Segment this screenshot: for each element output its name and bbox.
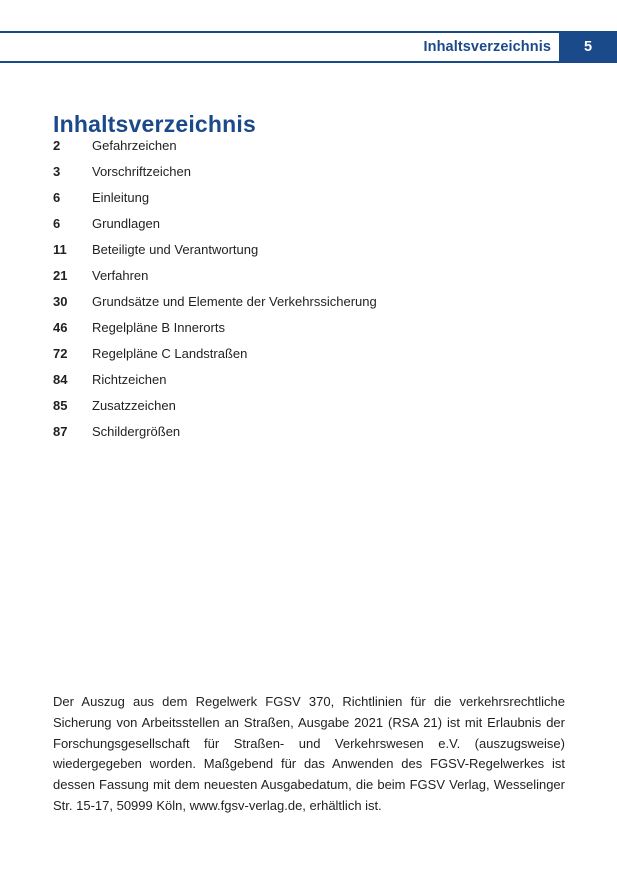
toc-entry-page: 72	[53, 346, 68, 361]
toc-entry[interactable]	[53, 294, 568, 320]
header-section-title: Inhaltsverzeichnis	[423, 39, 551, 55]
running-header	[0, 31, 617, 63]
toc-entry[interactable]	[53, 268, 568, 294]
toc-entry[interactable]	[53, 190, 568, 216]
toc-entry[interactable]	[53, 320, 568, 346]
toc-entry[interactable]	[53, 372, 568, 398]
toc-entry-label: Grundlagen	[92, 216, 160, 231]
toc-entry-page: 2	[53, 138, 61, 153]
toc-entry[interactable]	[53, 242, 568, 268]
toc-entry-page: 21	[53, 268, 68, 283]
toc-entry[interactable]	[53, 398, 568, 424]
toc-entry-label: Regelpläne B Innerorts	[92, 320, 225, 335]
header-bottom-rule	[0, 61, 617, 63]
toc-entry-page: 11	[53, 242, 67, 257]
toc-entry-page: 84	[53, 372, 68, 387]
header-page-number-box	[559, 31, 617, 63]
table-of-contents	[53, 138, 568, 450]
toc-entry-label: Richtzeichen	[92, 372, 167, 387]
source-notice-paragraph: Der Auszug aus dem Regelwerk FGSV 370, Richtlinien für die verkehrsrechtliche Sicherung von Arbeitsstellen an Straßen, Ausgabe 2021 (RSA 21) ist mit Erlaubnis der Forschungsgesellschaft für Straßen- und Verkehrswesen e.V. (auszugsweise) wiedergegeben worden. Maßgebend für das Anwenden des FGSV-Regelwerkes ist dessen Fassung mit dem neuesten Ausgabedatum, die beim FGSV Verlag, Wesselinger Str. 15-17, 50999 Köln, www.fgsv-verlag.de, erhältlich ist.	[53, 694, 565, 813]
toc-entry-page: 30	[53, 294, 68, 309]
toc-entry-label: Gefahrzeichen	[92, 138, 177, 153]
toc-entry-label: Verfahren	[92, 268, 149, 283]
toc-entry-label: Einleitung	[92, 190, 150, 205]
toc-entry[interactable]	[53, 424, 568, 450]
toc-entry-page: 6	[53, 216, 61, 231]
toc-entry[interactable]	[53, 216, 568, 242]
toc-entry-page: 6	[53, 190, 61, 205]
page-title: Inhaltsverzeichnis	[53, 111, 257, 138]
toc-entry-label: Vorschriftzeichen	[92, 164, 191, 179]
toc-entry-label: Schildergrößen	[92, 424, 181, 439]
toc-entry-page: 85	[53, 398, 68, 413]
toc-entry-page: 3	[53, 164, 61, 179]
toc-entry-label: Beteiligte und Verantwortung	[92, 242, 259, 257]
toc-entry[interactable]	[53, 164, 568, 190]
toc-entry[interactable]	[53, 138, 568, 164]
toc-entry-page: 46	[53, 320, 68, 335]
toc-entry[interactable]	[53, 346, 568, 372]
toc-entry-page: 87	[53, 424, 68, 439]
toc-entry-label: Grundsätze und Elemente der Verkehrssicherung	[92, 294, 377, 309]
toc-entry-label: Zusatzzeichen	[92, 398, 176, 413]
header-page-number: 5	[583, 39, 593, 55]
toc-entry-label: Regelpläne C Landstraßen	[92, 346, 248, 361]
